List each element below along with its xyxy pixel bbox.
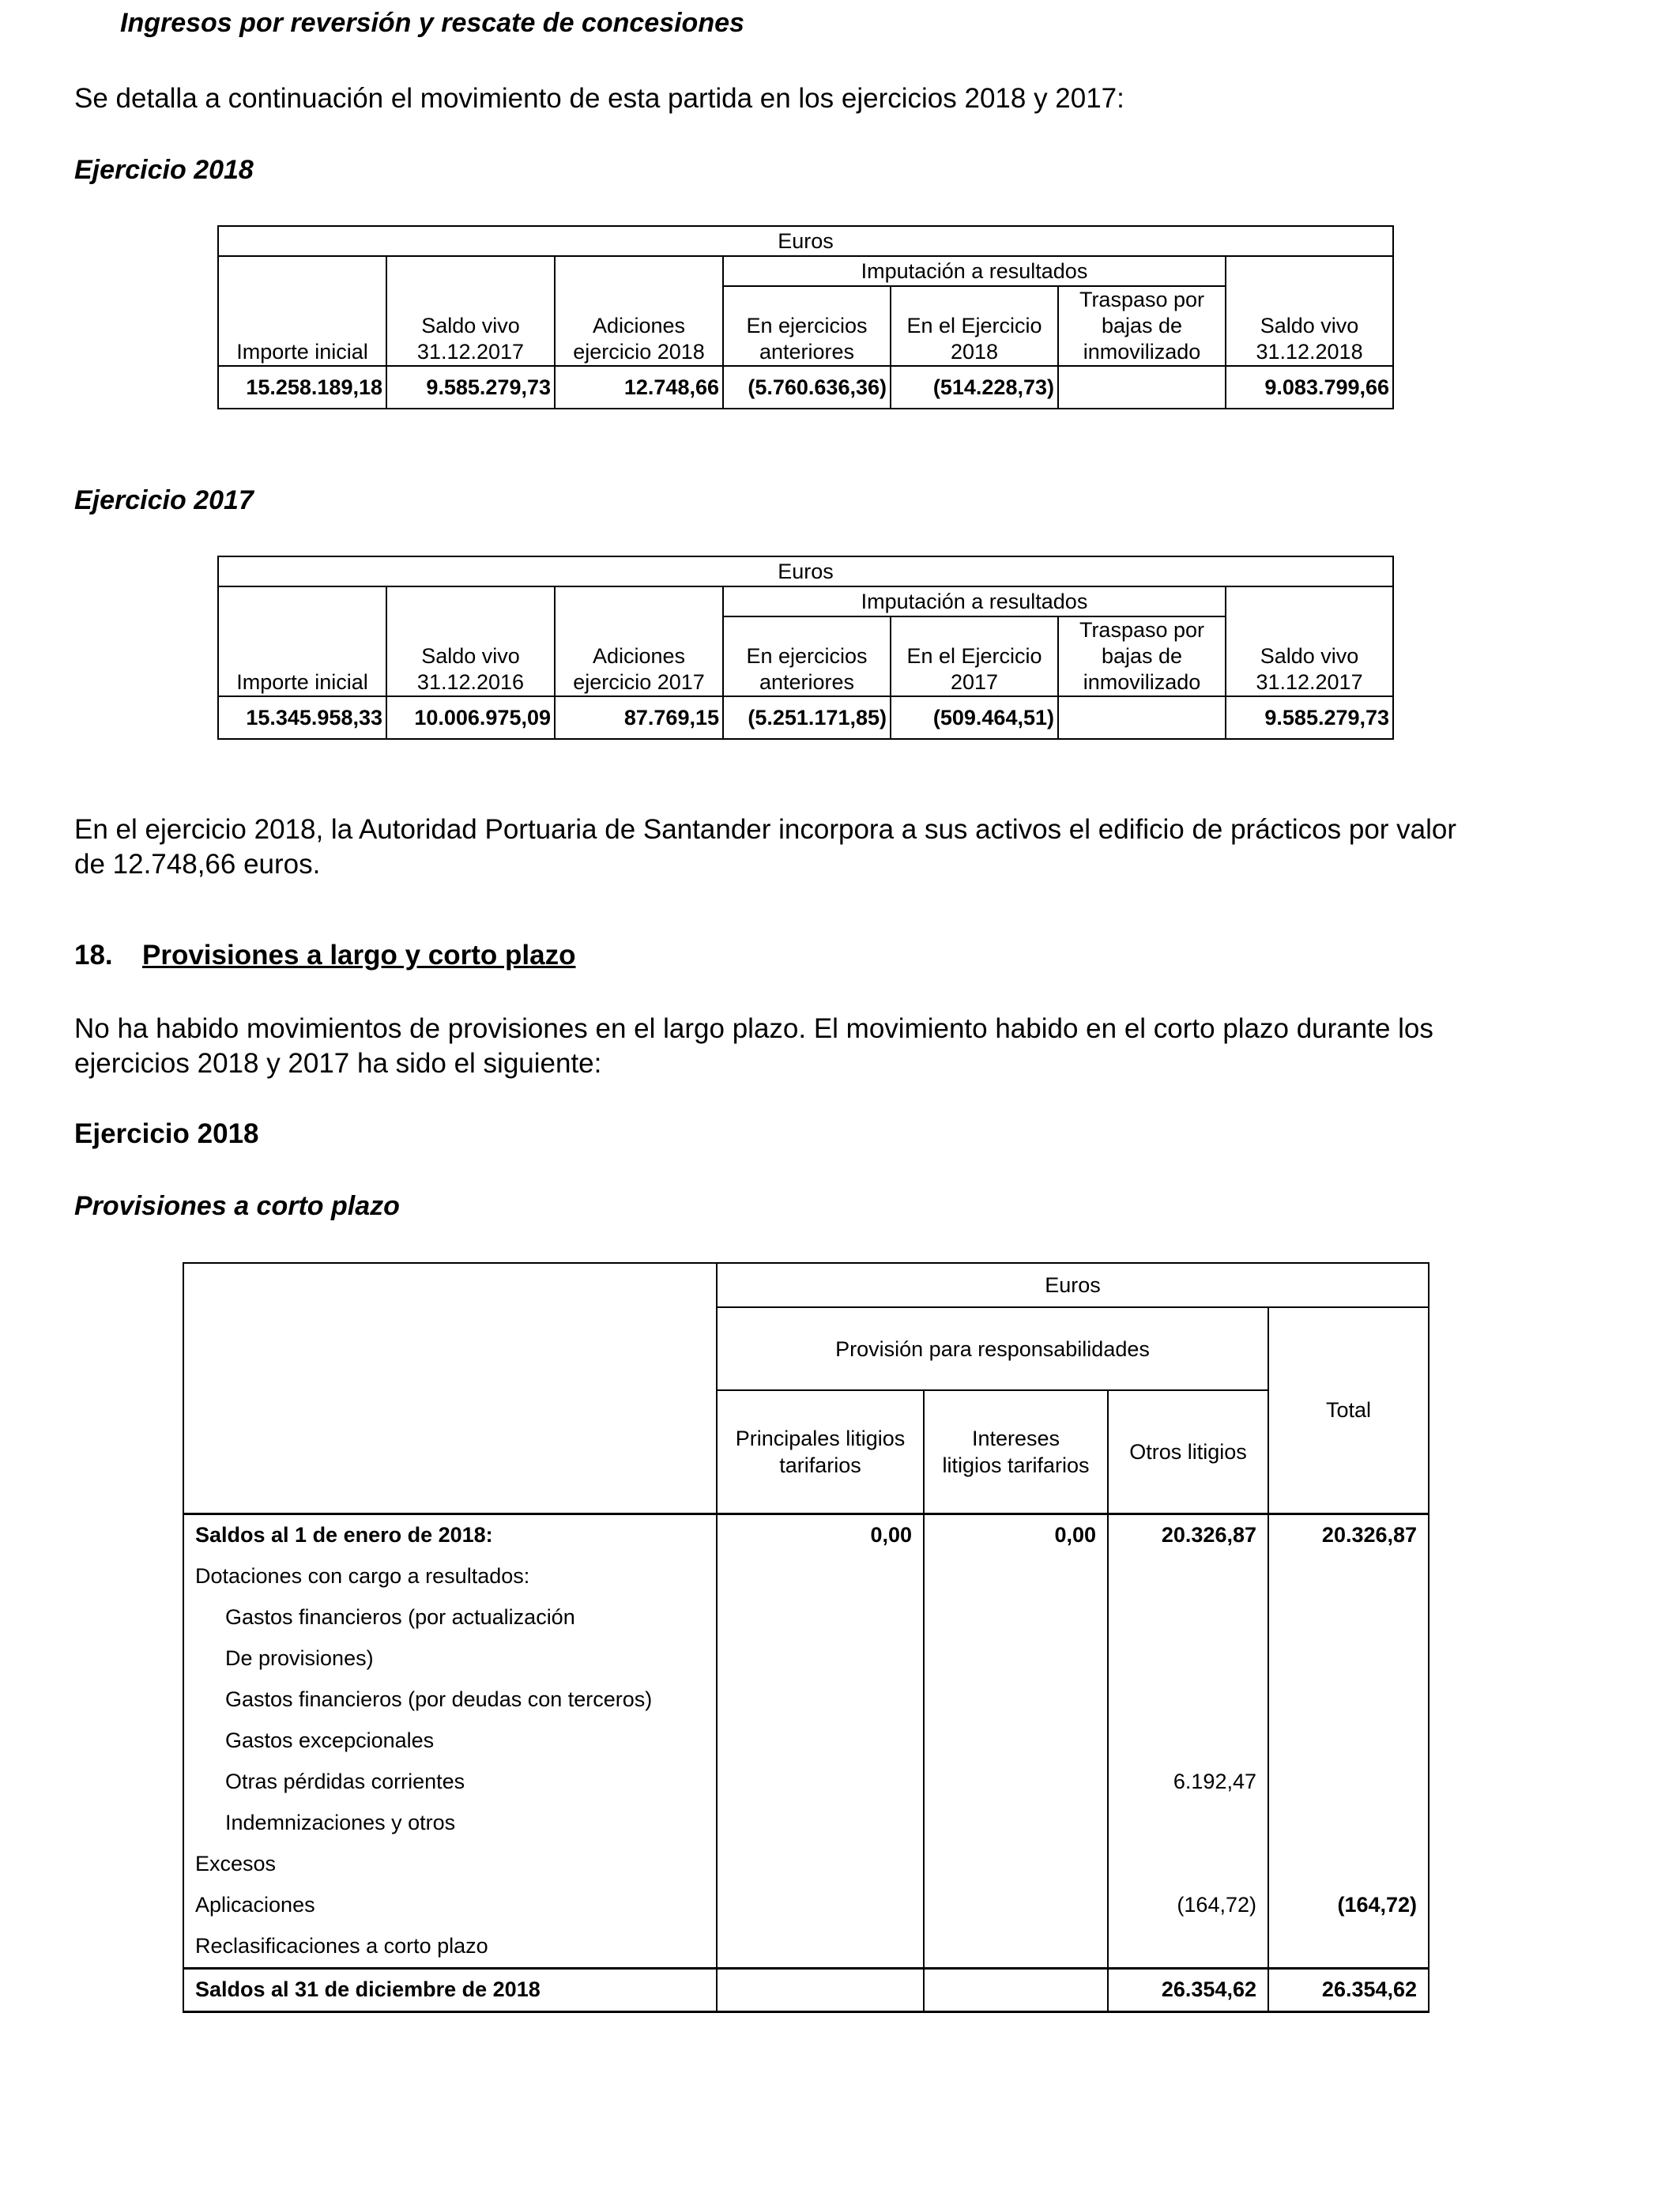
row-value (717, 1926, 924, 1969)
row-value (1108, 1803, 1268, 1844)
value-en-el-ejercicio: (509.464,51) (891, 696, 1058, 739)
row-value (1268, 1556, 1429, 1597)
row-label: Aplicaciones (183, 1885, 717, 1926)
row-label: Excesos (183, 1844, 717, 1885)
row-value: 0,00 (717, 1514, 924, 1556)
col-ejercicios-anteriores: En ejercicios anteriores (723, 616, 891, 696)
row-value: 0,00 (924, 1514, 1108, 1556)
row-label: Dotaciones con cargo a resultados: (183, 1556, 717, 1597)
ejercicio-2018-title: Ejercicio 2018 (74, 155, 254, 185)
col-otros-litigios: Otros litigios (1108, 1390, 1268, 1514)
col-saldo-vivo-final: Saldo vivo 31.12.2018 (1226, 256, 1393, 366)
section-18-number: 18. (74, 940, 113, 971)
col-ejercicios-anteriores: En ejercicios anteriores (723, 286, 891, 366)
provision-responsabilidades-header: Provisión para responsabilidades (717, 1307, 1268, 1390)
col-intereses-litigios: Intereses litigios tarifarios (924, 1390, 1108, 1514)
blank-header-cell (183, 1263, 717, 1514)
ejercicio-2017-title: Ejercicio 2017 (74, 485, 254, 515)
table-provisiones-corto-plazo (183, 1262, 1430, 2013)
col-traspaso: Traspaso por bajas de inmovilizado (1058, 616, 1226, 696)
value-adiciones: 87.769,15 (555, 696, 723, 739)
row-label: Saldos al 31 de diciembre de 2018 (183, 1968, 717, 2011)
row-label: Reclasificaciones a corto plazo (183, 1926, 717, 1969)
row-value: (164,72) (1268, 1885, 1429, 1926)
table-row (183, 1721, 1429, 1762)
value-ejercicios-anteriores: (5.251.171,85) (723, 696, 891, 739)
row-value (717, 1968, 924, 2011)
table-row (183, 1597, 1429, 1638)
row-value (717, 1597, 924, 1638)
col-saldo-vivo-inicial: Saldo vivo 31.12.2017 (386, 256, 555, 366)
provisiones-corto-plazo-title: Provisiones a corto plazo (74, 1191, 400, 1221)
row-value (924, 1926, 1108, 1969)
row-value (1268, 1597, 1429, 1638)
row-value (1268, 1844, 1429, 1885)
row-value: 20.326,87 (1268, 1514, 1429, 1556)
row-value (717, 1556, 924, 1597)
col-traspaso: Traspaso por bajas de inmovilizado (1058, 286, 1226, 366)
euros-header: Euros (717, 1263, 1429, 1307)
row-value (1268, 1803, 1429, 1844)
row-value (924, 1679, 1108, 1721)
row-value (1108, 1721, 1268, 1762)
table-row (183, 1556, 1429, 1597)
paragraph-2018: En el ejercicio 2018, la Autoridad Portuaria de Santander incorpora a sus activos el edificio de prácticos por valor de 12.748,66 euros. (74, 814, 1457, 880)
col-principales-litigios: Principales litigios tarifarios (717, 1390, 924, 1514)
col-importe-inicial: Importe inicial (218, 586, 386, 696)
row-label: Saldos al 1 de enero de 2018: (183, 1514, 717, 1556)
value-importe-inicial: 15.258.189,18 (218, 366, 386, 409)
euros-header: Euros (218, 226, 1393, 256)
row-value (924, 1638, 1108, 1679)
col-importe-inicial: Importe inicial (218, 256, 386, 366)
col-saldo-vivo-final: Saldo vivo 31.12.2017 (1226, 586, 1393, 696)
value-saldo-inicial: 9.585.279,73 (386, 366, 555, 409)
col-adiciones: Adiciones ejercicio 2017 (555, 586, 723, 696)
euros-header: Euros (218, 556, 1393, 586)
value-traspaso (1058, 366, 1226, 409)
imputacion-header: Imputación a resultados (723, 586, 1226, 616)
row-value (1268, 1762, 1429, 1803)
table-row (183, 1638, 1429, 1679)
row-label: Gastos financieros (por actualización (183, 1597, 717, 1638)
row-value (1108, 1556, 1268, 1597)
row-value (1268, 1926, 1429, 1969)
row-value (1108, 1844, 1268, 1885)
row-value (924, 1556, 1108, 1597)
row-value: 26.354,62 (1108, 1968, 1268, 2011)
row-value: 26.354,62 (1268, 1968, 1429, 2011)
row-value (924, 1968, 1108, 2011)
row-value (1108, 1926, 1268, 1969)
table-row (183, 1968, 1429, 2011)
row-value (924, 1885, 1108, 1926)
table-row (183, 1514, 1429, 1556)
row-value (924, 1597, 1108, 1638)
table-row (183, 1844, 1429, 1885)
row-value (1108, 1679, 1268, 1721)
table-ingresos-2017 (217, 556, 1394, 740)
col-en-el-ejercicio: En el Ejercicio 2017 (891, 616, 1058, 696)
table-row (183, 1885, 1429, 1926)
row-label: De provisiones) (183, 1638, 717, 1679)
row-value: 20.326,87 (1108, 1514, 1268, 1556)
row-value (717, 1638, 924, 1679)
row-value (717, 1721, 924, 1762)
row-value (1268, 1721, 1429, 1762)
value-traspaso (1058, 696, 1226, 739)
table-row (183, 1679, 1429, 1721)
row-value: 6.192,47 (1108, 1762, 1268, 1803)
row-label: Gastos excepcionales (183, 1721, 717, 1762)
heading-ingresos: Ingresos por reversión y rescate de concesiones (120, 8, 744, 38)
value-importe-inicial: 15.345.958,33 (218, 696, 386, 739)
row-value (1108, 1638, 1268, 1679)
row-label: Otras pérdidas corrientes (183, 1762, 717, 1803)
row-value (1268, 1679, 1429, 1721)
col-saldo-vivo-inicial: Saldo vivo 31.12.2016 (386, 586, 555, 696)
row-label: Gastos financieros (por deudas con terceros) (183, 1679, 717, 1721)
imputacion-header: Imputación a resultados (723, 256, 1226, 286)
value-en-el-ejercicio: (514.228,73) (891, 366, 1058, 409)
row-label: Indemnizaciones y otros (183, 1803, 717, 1844)
col-adiciones: Adiciones ejercicio 2018 (555, 256, 723, 366)
row-value (1108, 1597, 1268, 1638)
row-value (924, 1844, 1108, 1885)
value-saldo-final: 9.083.799,66 (1226, 366, 1393, 409)
row-value (924, 1721, 1108, 1762)
table-row (183, 1803, 1429, 1844)
row-value (717, 1885, 924, 1926)
row-value (717, 1762, 924, 1803)
intro-text: Se detalla a continuación el movimiento de esta partida en los ejercicios 2018 y 2017: (74, 83, 1124, 114)
col-en-el-ejercicio: En el Ejercicio 2018 (891, 286, 1058, 366)
row-value (1268, 1638, 1429, 1679)
provisiones-text: No ha habido movimientos de provisiones en el largo plazo. El movimiento habido en el corto plazo durante los ejercicios 2018 y 2017 ha sido el siguiente: (74, 1013, 1433, 1079)
table-row (183, 1762, 1429, 1803)
value-ejercicios-anteriores: (5.760.636,36) (723, 366, 891, 409)
row-value (717, 1803, 924, 1844)
row-value (717, 1844, 924, 1885)
col-total: Total (1268, 1307, 1429, 1514)
value-adiciones: 12.748,66 (555, 366, 723, 409)
ejercicio-2018-bold-title: Ejercicio 2018 (74, 1118, 259, 1149)
row-value (924, 1762, 1108, 1803)
row-value (924, 1803, 1108, 1844)
value-saldo-inicial: 10.006.975,09 (386, 696, 555, 739)
row-value: (164,72) (1108, 1885, 1268, 1926)
table-row (183, 1926, 1429, 1969)
value-saldo-final: 9.585.279,73 (1226, 696, 1393, 739)
table-ingresos-2018 (217, 225, 1394, 409)
section-18-title: Provisiones a largo y corto plazo (142, 940, 576, 971)
row-value (717, 1679, 924, 1721)
